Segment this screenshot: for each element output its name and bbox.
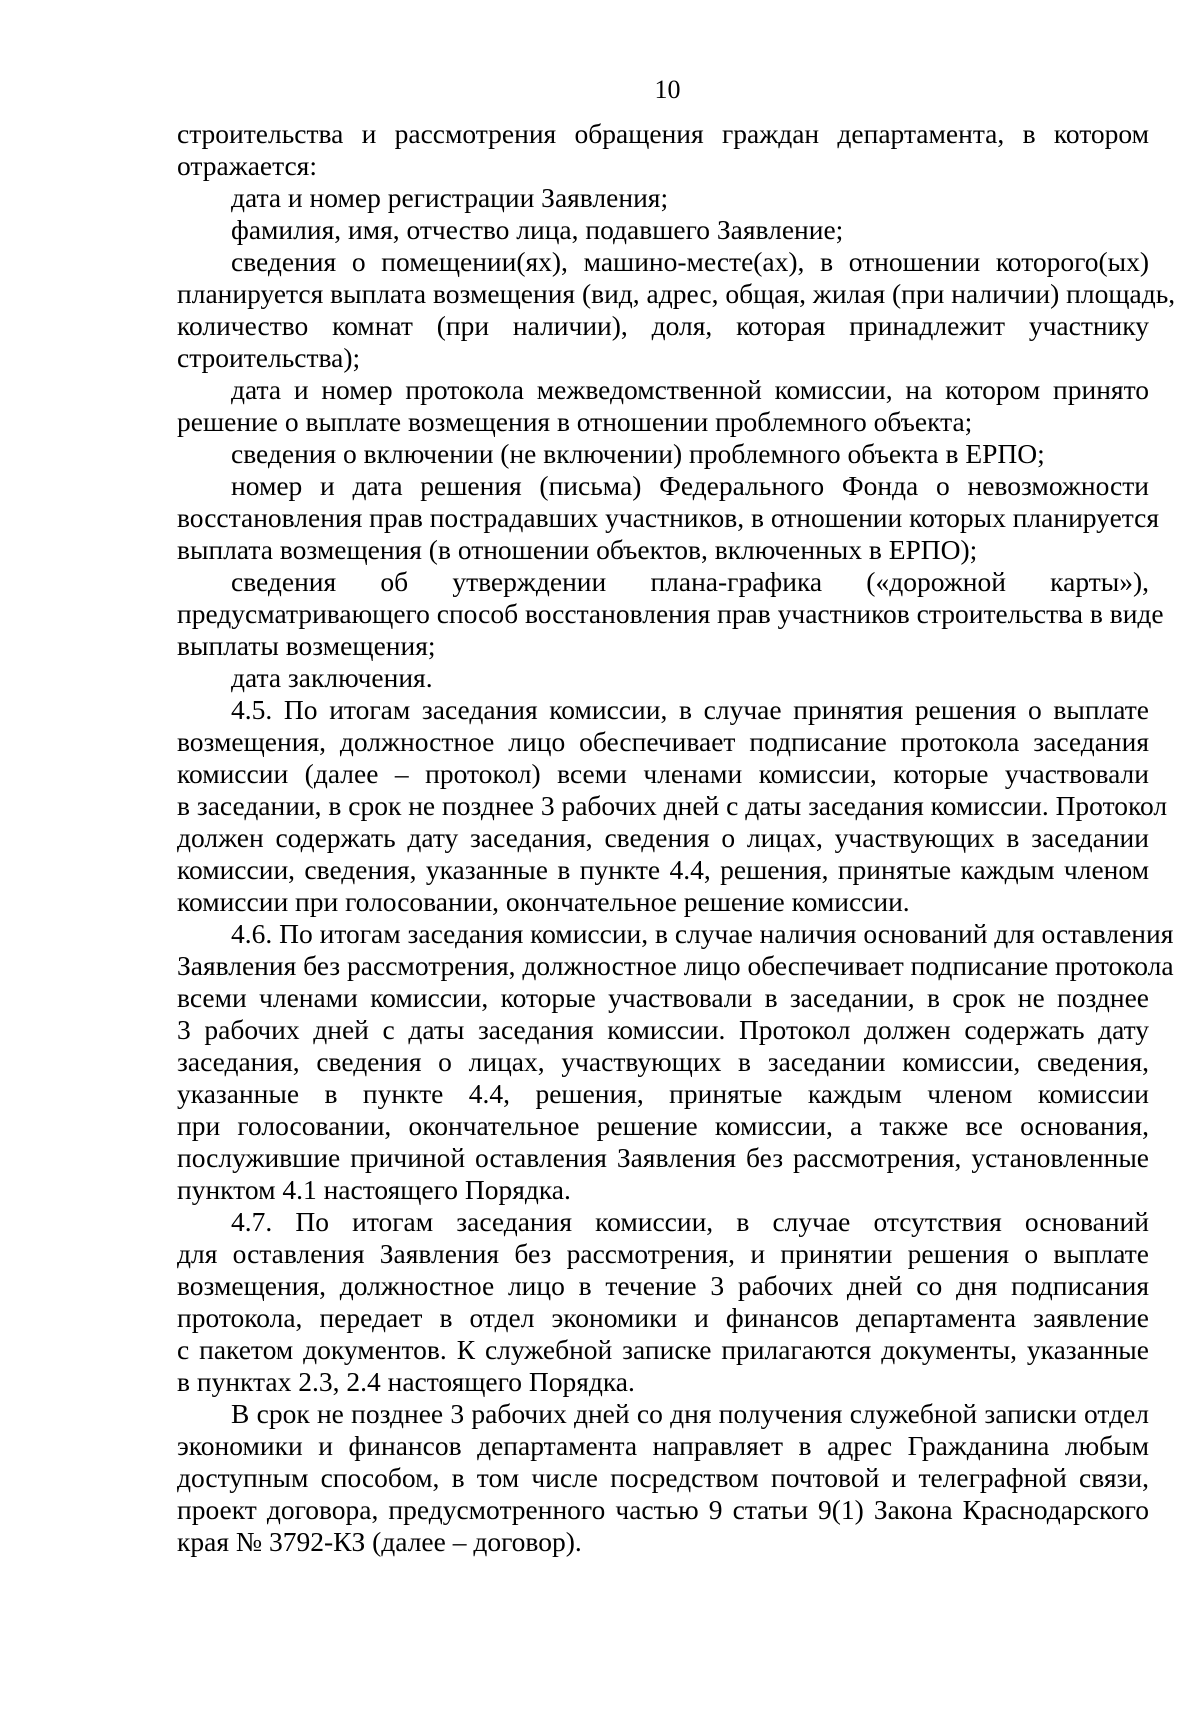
- paragraph: [177, 1206, 1149, 1398]
- text-line: комиссии при голосовании, окончательное решение комиссии.: [177, 886, 910, 917]
- text-line: всеми членами комиссии, которые участвовали в заседании, в срок не позднее: [177, 982, 1149, 1013]
- text-line: пунктом 4.1 настоящего Порядка.: [177, 1174, 571, 1205]
- text-line: доступным способом, в том числе посредством почтовой и телеграфной связи,: [177, 1462, 1149, 1493]
- text-line: указанные в пункте 4.4, решения, принятые каждым членом комиссии: [177, 1078, 1149, 1109]
- text-line: послужившие причиной оставления Заявления без рассмотрения, установленные: [177, 1142, 1149, 1173]
- text-line: предусматривающего способ восстановления прав участников строительства в виде: [177, 598, 1164, 629]
- text-line: номер и дата решения (письма) Федерального Фонда о невозможности: [231, 470, 1149, 501]
- text-line: Заявления без рассмотрения, должностное лицо обеспечивает подписание протокола: [177, 950, 1174, 981]
- text-line: для оставления Заявления без рассмотрения, и принятии решения о выплате: [177, 1238, 1149, 1269]
- text-line: сведения о включении (не включении) проблемного объекта в ЕРПО;: [231, 438, 1045, 469]
- text-line: возмещения, должностное лицо обеспечивает подписание протокола заседания: [177, 726, 1149, 757]
- text-line: сведения о помещении(ях), машино-месте(ах), в отношении которого(ых): [231, 246, 1149, 277]
- text-line: с пакетом документов. К служебной записке прилагаются документы, указанные: [177, 1334, 1149, 1365]
- text-line: комиссии (далее – протокол) всеми членами комиссии, которые участвовали: [177, 758, 1149, 789]
- paragraph: [177, 438, 1149, 470]
- text-line: планируется выплата возмещения (вид, адрес, общая, жилая (при наличии) площадь,: [177, 278, 1176, 309]
- text-line: сведения об утверждении плана-графика («дорожной карты»),: [231, 566, 1149, 597]
- paragraph: [177, 246, 1176, 374]
- text-line: решение о выплате возмещения в отношении проблемного объекта;: [177, 406, 973, 437]
- text-line: края № 3792-КЗ (далее – договор).: [177, 1526, 582, 1557]
- text-line: возмещения, должностное лицо в течение 3 рабочих дней со дня подписания: [177, 1270, 1149, 1301]
- text-line: строительства);: [177, 342, 361, 373]
- text-line: строительства и рассмотрения обращения граждан департамента, в котором: [177, 118, 1149, 149]
- text-line: 4.7. По итогам заседания комиссии, в случае отсутствия оснований: [231, 1206, 1149, 1237]
- text-line: восстановления прав пострадавших участников, в отношении которых планируется: [177, 502, 1159, 533]
- text-line: В срок не позднее 3 рабочих дней со дня получения служебной записки отдел: [231, 1398, 1149, 1429]
- paragraph: [177, 694, 1168, 918]
- text-line: в пунктах 2.3, 2.4 настоящего Порядка.: [177, 1366, 635, 1397]
- text-line: 3 рабочих дней с даты заседания комиссии. Протокол должен содержать дату: [177, 1014, 1149, 1045]
- text-line: дата заключения.: [231, 662, 433, 693]
- paragraph: [177, 214, 1149, 246]
- paragraph: [177, 566, 1164, 662]
- document-body: [177, 118, 1176, 1558]
- text-line: количество комнат (при наличии), доля, которая принадлежит участнику: [177, 310, 1149, 341]
- text-line: фамилия, имя, отчество лица, подавшего Заявление;: [231, 214, 844, 245]
- text-line: 4.6. По итогам заседания комиссии, в случае наличия оснований для оставления: [231, 918, 1174, 949]
- paragraph: [177, 182, 1149, 214]
- text-line: дата и номер регистрации Заявления;: [231, 182, 669, 213]
- text-line: отражается:: [177, 150, 317, 181]
- text-line: проект договора, предусмотренного частью 9 статьи 9(1) Закона Краснодарского: [177, 1494, 1149, 1525]
- text-line: при голосовании, окончательное решение комиссии, а также все основания,: [177, 1110, 1149, 1141]
- text-line: дата и номер протокола межведомственной комиссии, на котором принято: [231, 374, 1149, 405]
- paragraph: [177, 374, 1149, 438]
- text-line: в заседании, в срок не позднее 3 рабочих дней с даты заседания комиссии. Протокол: [177, 790, 1168, 821]
- text-line: выплаты возмещения;: [177, 630, 436, 661]
- paragraph: [177, 662, 1149, 694]
- page-number: 10: [654, 75, 681, 104]
- text-line: комиссии, сведения, указанные в пункте 4.4, решения, принятые каждым членом: [177, 854, 1149, 885]
- text-line: выплата возмещения (в отношении объектов, включенных в ЕРПО);: [177, 534, 978, 565]
- text-line: заседания, сведения о лицах, участвующих в заседании комиссии, сведения,: [177, 1046, 1149, 1077]
- text-line: должен содержать дату заседания, сведения о лицах, участвующих в заседании: [177, 822, 1149, 853]
- paragraph: [177, 1398, 1149, 1558]
- text-line: экономики и финансов департамента направляет в адрес Гражданина любым: [177, 1430, 1149, 1461]
- paragraph: [177, 918, 1174, 1206]
- paragraph: [177, 470, 1159, 566]
- text-line: 4.5. По итогам заседания комиссии, в случае принятия решения о выплате: [231, 694, 1149, 725]
- text-line: протокола, передает в отдел экономики и финансов департамента заявление: [177, 1302, 1149, 1333]
- paragraph: [177, 118, 1149, 182]
